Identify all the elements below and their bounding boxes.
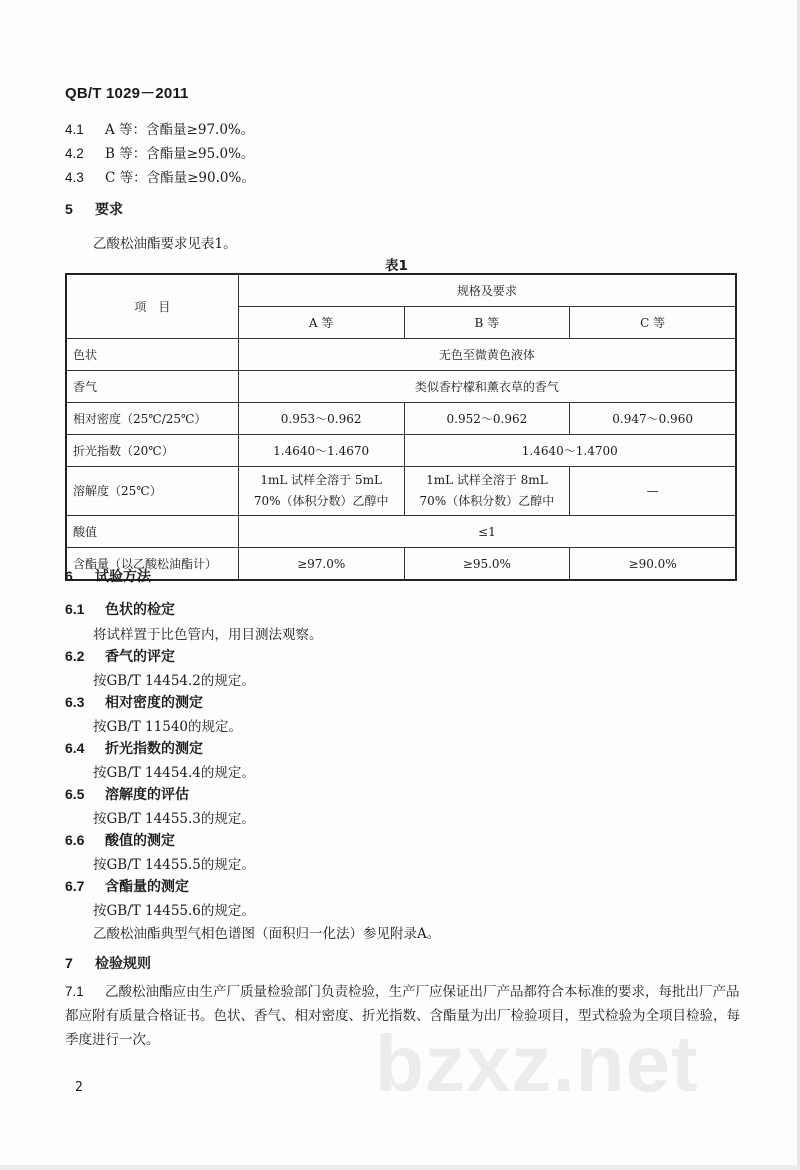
subsection-6-4-body: 按GB/T 14454.4的规定。 xyxy=(93,765,255,781)
subsection-6-5-title: 6.5 溶解度的评估 xyxy=(65,786,189,803)
subsection-6-1-title: 6.1 色状的检定 xyxy=(65,601,175,618)
subsection-6-3-title: 6.3 相对密度的测定 xyxy=(65,694,203,711)
table-row xyxy=(66,467,736,516)
row-item: 酸值 xyxy=(66,516,238,548)
row-item: 香气 xyxy=(66,371,238,403)
subsection-6-3-body: 按GB/T 11540的规定。 xyxy=(93,719,242,735)
subsection-6-2-title: 6.2 香气的评定 xyxy=(65,648,175,665)
table-row xyxy=(66,339,736,371)
row-value-c: 0.947～0.960 xyxy=(570,403,736,435)
table-row xyxy=(66,435,736,467)
row-item: 含酯量（以乙酸松油酯计） xyxy=(66,548,238,581)
grade-line-a: 4.1 A 等：含酯量≥97.0%。 xyxy=(65,122,255,138)
watermark: bzxz.net xyxy=(375,1019,699,1108)
row-item: 折光指数（20℃） xyxy=(66,435,238,467)
header-grade-c: C 等 xyxy=(570,307,736,339)
subsection-6-1-body: 将试样置于比色管内，用目测法观察。 xyxy=(93,627,323,643)
table-header-row xyxy=(66,274,736,307)
row-value-a: 1mL 试样全溶于 5mL 70%（体积分数）乙醇中 xyxy=(238,467,404,516)
section-7-1-paragraph: 7.1 乙酸松油酯应由生产厂质量检验部门负责检验，生产厂应保证出厂产品都符合本标准的要求，每批出厂产品都应附有质量合格证书。色状、香气、相对密度、折光指数、含酯量为出厂检验项目，型式检验为全项目检验，每季度进行一次。 xyxy=(65,984,740,1048)
row-value-b: 1mL 试样全溶于 8mL 70%（体积分数）乙醇中 xyxy=(404,467,570,516)
page-number: 2 xyxy=(75,1080,83,1095)
grade-line-c: 4.3 C 等：含酯量≥90.0%。 xyxy=(65,170,255,186)
section-6-heading: 6 试验方法 xyxy=(65,568,151,585)
row-item: 溶解度（25℃） xyxy=(66,467,238,516)
header-spec: 规格及要求 xyxy=(238,274,736,307)
section-5-heading: 5 要求 xyxy=(65,201,123,218)
subsection-6-7-note: 乙酸松油酯典型气相色谱图（面积归一化法）参见附录A。 xyxy=(93,926,441,942)
row-value: ≤1 xyxy=(238,516,736,548)
row-value: 无色至微黄色液体 xyxy=(238,339,736,371)
page-edge-bottom xyxy=(0,1165,800,1170)
subsection-6-7-title: 6.7 含酯量的测定 xyxy=(65,878,189,895)
row-value: 类似香柠檬和薰衣草的香气 xyxy=(238,371,736,403)
table-row xyxy=(66,516,736,548)
grade-line-b: 4.2 B 等：含酯量≥95.0%。 xyxy=(65,146,255,162)
row-item: 色状 xyxy=(66,339,238,371)
header-item: 项 目 xyxy=(66,274,238,339)
table-row xyxy=(66,403,736,435)
requirements-table xyxy=(65,273,737,581)
table-caption: 表1 xyxy=(385,258,408,274)
row-value-b: ≥95.0% xyxy=(404,548,570,581)
header-grade-a: A 等 xyxy=(238,307,404,339)
row-value-c: — xyxy=(570,467,736,516)
row-item: 相对密度（25℃/25℃） xyxy=(66,403,238,435)
row-value-b: 0.952～0.962 xyxy=(404,403,570,435)
row-value-a: 1.4640～1.4670 xyxy=(238,435,404,467)
row-value-a: 0.953～0.962 xyxy=(238,403,404,435)
subsection-6-6-body: 按GB/T 14455.5的规定。 xyxy=(93,857,255,873)
table-row xyxy=(66,371,736,403)
row-value-bc: 1.4640～1.4700 xyxy=(404,435,736,467)
subsection-6-2-body: 按GB/T 14454.2的规定。 xyxy=(93,673,255,689)
row-value-a: ≥97.0% xyxy=(238,548,404,581)
table-row xyxy=(66,548,736,581)
subsection-6-4-title: 6.4 折光指数的测定 xyxy=(65,740,203,757)
subsection-6-6-title: 6.6 酸值的测定 xyxy=(65,832,175,849)
section-5-intro: 乙酸松油酯要求见表1。 xyxy=(93,236,237,252)
subsection-6-5-body: 按GB/T 14455.3的规定。 xyxy=(93,811,255,827)
standard-code: QB/T 1029－2011 xyxy=(65,85,189,102)
row-value-c: ≥90.0% xyxy=(570,548,736,581)
subsection-6-7-body: 按GB/T 14455.6的规定。 xyxy=(93,903,255,919)
header-grade-b: B 等 xyxy=(404,307,570,339)
section-7-heading: 7 检验规则 xyxy=(65,955,151,972)
